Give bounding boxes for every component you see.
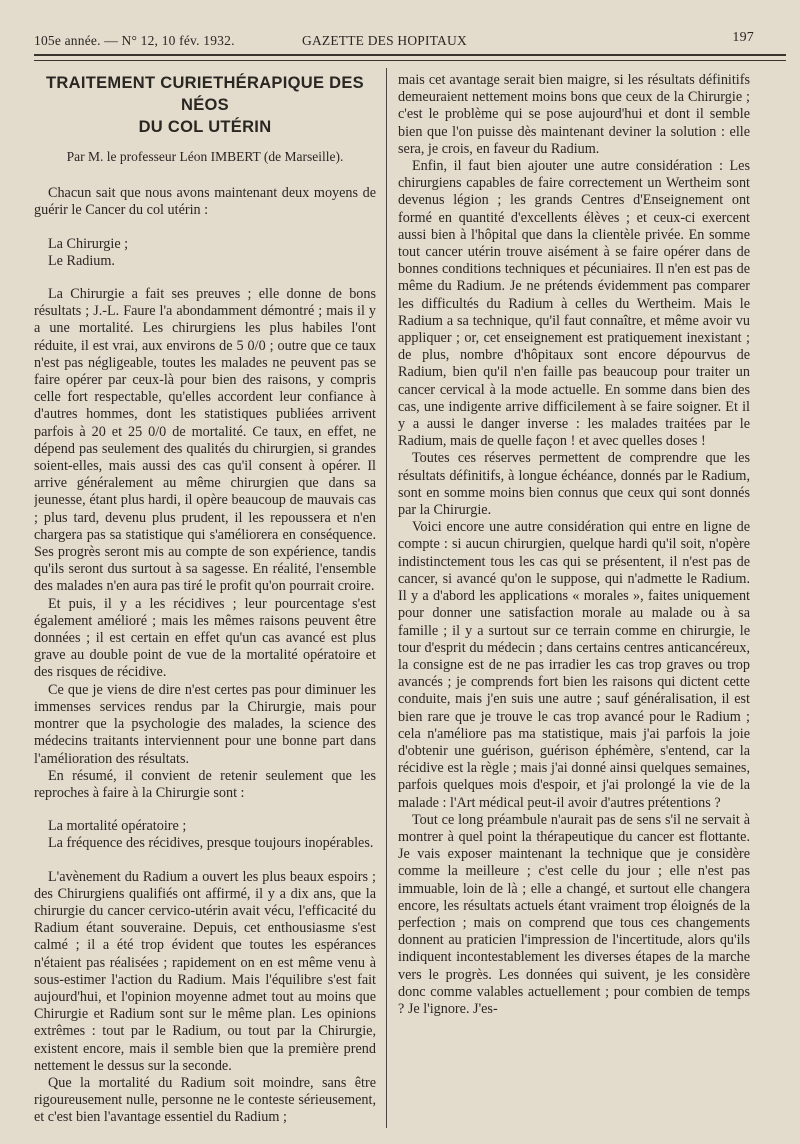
header-rule-thick <box>34 54 786 56</box>
page-header <box>34 28 754 52</box>
spacer <box>34 270 376 286</box>
paragraph: Ce que je viens de dire n'est certes pas pour diminuer les immenses services rendus par la Chirurgie, mais pour montrer que la psychologie des malades, la science des médecins traitants interviennent pour une bonne part dans l'amélioration des résultats. <box>34 681 376 767</box>
paragraph: L'avènement du Radium a ouvert les plus beaux espoirs ; des Chirurgiens qualifiés ont affirmé, il y a dix ans, que la chirurgie du cancer cervico-utérin avait vécu, l'efficacité du Radium étant souveraine. Depuis, cet enthousiasme s'est calmé ; il a été trop évident que toutes les espérances n'étaient pas réalisées ; rapidement on en est même venu à sous-estimer l'action du Radium. Mais l'équilibre s'est fait aujourd'hui, et l'opinion moyenne admet tout au moins que Chirurgie et Radium sont sur le même plan. Les opinions extrêmes : tout par le Radium, ou tout par la Chirurgie, existent encore, mais il semble bien que la première prend nettement le dessus sur la seconde. <box>34 868 376 1074</box>
page-number: 197 <box>732 30 754 45</box>
issue-info: 105e année. — N° 12, 10 fév. 1932. <box>34 33 235 48</box>
spacer <box>34 802 376 818</box>
paragraph: En résumé, il convient de retenir seulement que les reproches à faire à la Chirurgie sont : <box>34 767 376 801</box>
right-column <box>398 72 750 1130</box>
article-byline: Par M. le professeur Léon IMBERT (de Marseille). <box>66 149 344 164</box>
article-title-line1: TRAITEMENT CURIETHÉRAPIQUE DES NÉOS <box>46 74 364 114</box>
list-item: La Chirurgie ; <box>48 235 129 252</box>
paragraph: Chacun sait que nous avons maintenant deux moyens de guérir le Cancer du col utérin : <box>34 185 376 219</box>
spacer <box>34 853 376 869</box>
list-item: La mortalité opératoire ; <box>48 818 187 835</box>
paragraph: Et puis, il y a les récidives ; leur pourcentage s'est également amélioré ; mais les mêmes raisons peuvent être données ; il est certain en effet qu'un cas avancé est plus grave au double point de vue de la mortalité opératoire et des risques de récidive. <box>34 595 376 681</box>
journal-name: GAZETTE DES HOPITAUX <box>302 33 467 48</box>
spacer <box>34 220 376 236</box>
paragraph: Voici encore une autre considération qui entre en ligne de compte : si aucun chirurgien, quelque hardi qu'il soit, n'opère indistinctement tous les cas qui se présentent, il n'est pas de cancer, si avancé qu'on le suppose, qui n'admette le Radium. Il y a d'abord les applications « morales », faites uniquement pour donner une satisfaction morale au malade ou à sa famille ; il y a surtout sur ce terrain comme en chirurgie, le tour d'esprit du médecin ; dans certains centres anticancéreux, la consigne est de ne pas irradier les cas trop graves ou trop avancés ; je comprends fort bien les raisons qui dictent cette conduite, mais j'en suis une autre ; sauf généralisation, il est bien rare que je trouve le cas trop avancé pour le Radium ; cela n'améliore pas ma statistique, mais j'ai parfois la joie d'obtenir une guérison, guérison éphémère, s'entend, car la récidive est la règle ; mais j'ai donné ainsi quelques semaines, parfois quelques mois d'espoir, et j'ai prolongé la vie de la malade : l'Art médical peut-il avoir d'autres prétentions ? <box>398 519 750 811</box>
paragraph: La Chirurgie a fait ses preuves ; elle donne de bons résultats ; J.-L. Faure l'a abondamment démontré ; mais il y a une mortalité. Les chirurgiens les plus habiles l'ont réduite, il est vrai, aux environs de 5 0/0 ; outre que ce taux n'est pas négligeable, toutes les malades ne peuvent pas se faire opérer par ceux-là pour bien des raisons, y compris celle fort respectable, qu'elles accordent leur confiance à d'autres hommes, dont les statistiques publiées arrivent parfois à 20 et 25 0/0 de mortalité. Ce taux, en effet, ne dépend pas seulement des qualités du chirurgien, si grandes soient-elles, mais aussi des cas qu'il consent à opérer. Il arrive généralement au même chirurgien que dans sa jeunesse, étant plus hardi, il opère beaucoup de mauvais cas ; plus tard, devenu plus prudent, il les repoussera et n'en chargera pas sa statistique qui s'améliorera en conséquence. Ses progrès seront mis au compte de son expérience, tandis qu'ils seront dus surtout à sa sagesse. En réalité, l'ensemble des malades n'en aura pas tiré le profit qu'on pourrait croire. <box>34 286 376 595</box>
article-title-line2: DU COL UTÉRIN <box>138 118 272 136</box>
header-rule-thin <box>34 60 786 61</box>
left-column <box>34 68 376 1130</box>
paragraph: Tout ce long préambule n'aurait pas de sens s'il ne servait à montrer à quel point la thérapeutique du cancer est flottante. Je vais exposer maintenant la technique que je considère comme la meilleure ; c'est celle du jour ; elle n'est pas immuable, loin de là ; elle a changé, et surtout elle changera encore, les résultats actuels étant vraiment trop éloignés de la perfection ; mais on comprend que tous ces changements donnent au praticien l'impression de l'incertitude, alors qu'ils indiquent incontestablement les diverses étapes de la marche vers le progrès. Les données qui suivent, je les considère donc comme valables actuellement ; pour combien de temps ? Je l'ignore. J'es- <box>398 811 750 1017</box>
paragraph: Que la mortalité du Radium soit moindre, sans être rigoureusement nulle, personne ne le conteste sérieusement, et c'est bien l'avantage essentiel du Radium ; <box>34 1074 376 1126</box>
list-item: La fréquence des récidives, presque toujours inopérables. <box>48 835 374 852</box>
column-divider <box>386 68 387 1128</box>
paragraph: mais cet avantage serait bien maigre, si les résultats définitifs demeuraient nettement moins bons que ceux de la Chirurgie ; c'est le problème qui se pose aujourd'hui et dont il semble bien que l'on puisse dès maintenant deviner la solution : elle sera, je crois, en faveur du Radium. <box>398 72 750 157</box>
list-item: Le Radium. <box>48 252 115 269</box>
paragraph: Toutes ces réserves permettent de comprendre que les résultats définitifs, à longue échéance, donnés par le Radium, sont en somme moins bien connus que ceux qui sont donnés par la Chirurgie. <box>398 450 750 519</box>
paragraph: Enfin, il faut bien ajouter une autre considération : Les chirurgiens capables de faire correctement un Wertheim sont devenus légion ; les grands Centres d'Enseignement ont formé en quantité d'excellents élèves ; et ceux-ci exercent aussi bien à l'hôpital que dans la clientèle privée. En somme tout cancer utérin trouve aisément à se faire opérer dans de bonnes conditions techniques et pécuniaires. Il n'en est pas de même du Radium. Je ne prétends évidemment pas comparer les difficultés du Radium à celles du Wertheim. Mais le Radium a sa technique, qu'il faut connaître, et même avoir vu appliquer ; or, cet enseignement est pratiquement inexistant ; de plus, nombre d'hôpitaux sont encore dépourvus de Radium, bien qu'il n'en faille pas beaucoup pour traiter un cancer cervical à la mode actuelle. En somme dans bien des cas, une indigente arrive difficilement à se faire soigner. Et il y a aussi le danger inverse : les malades traitées par le Radium, mais de quelle façon ! et avec quelles doses ! <box>398 158 750 450</box>
article-title <box>34 72 376 138</box>
